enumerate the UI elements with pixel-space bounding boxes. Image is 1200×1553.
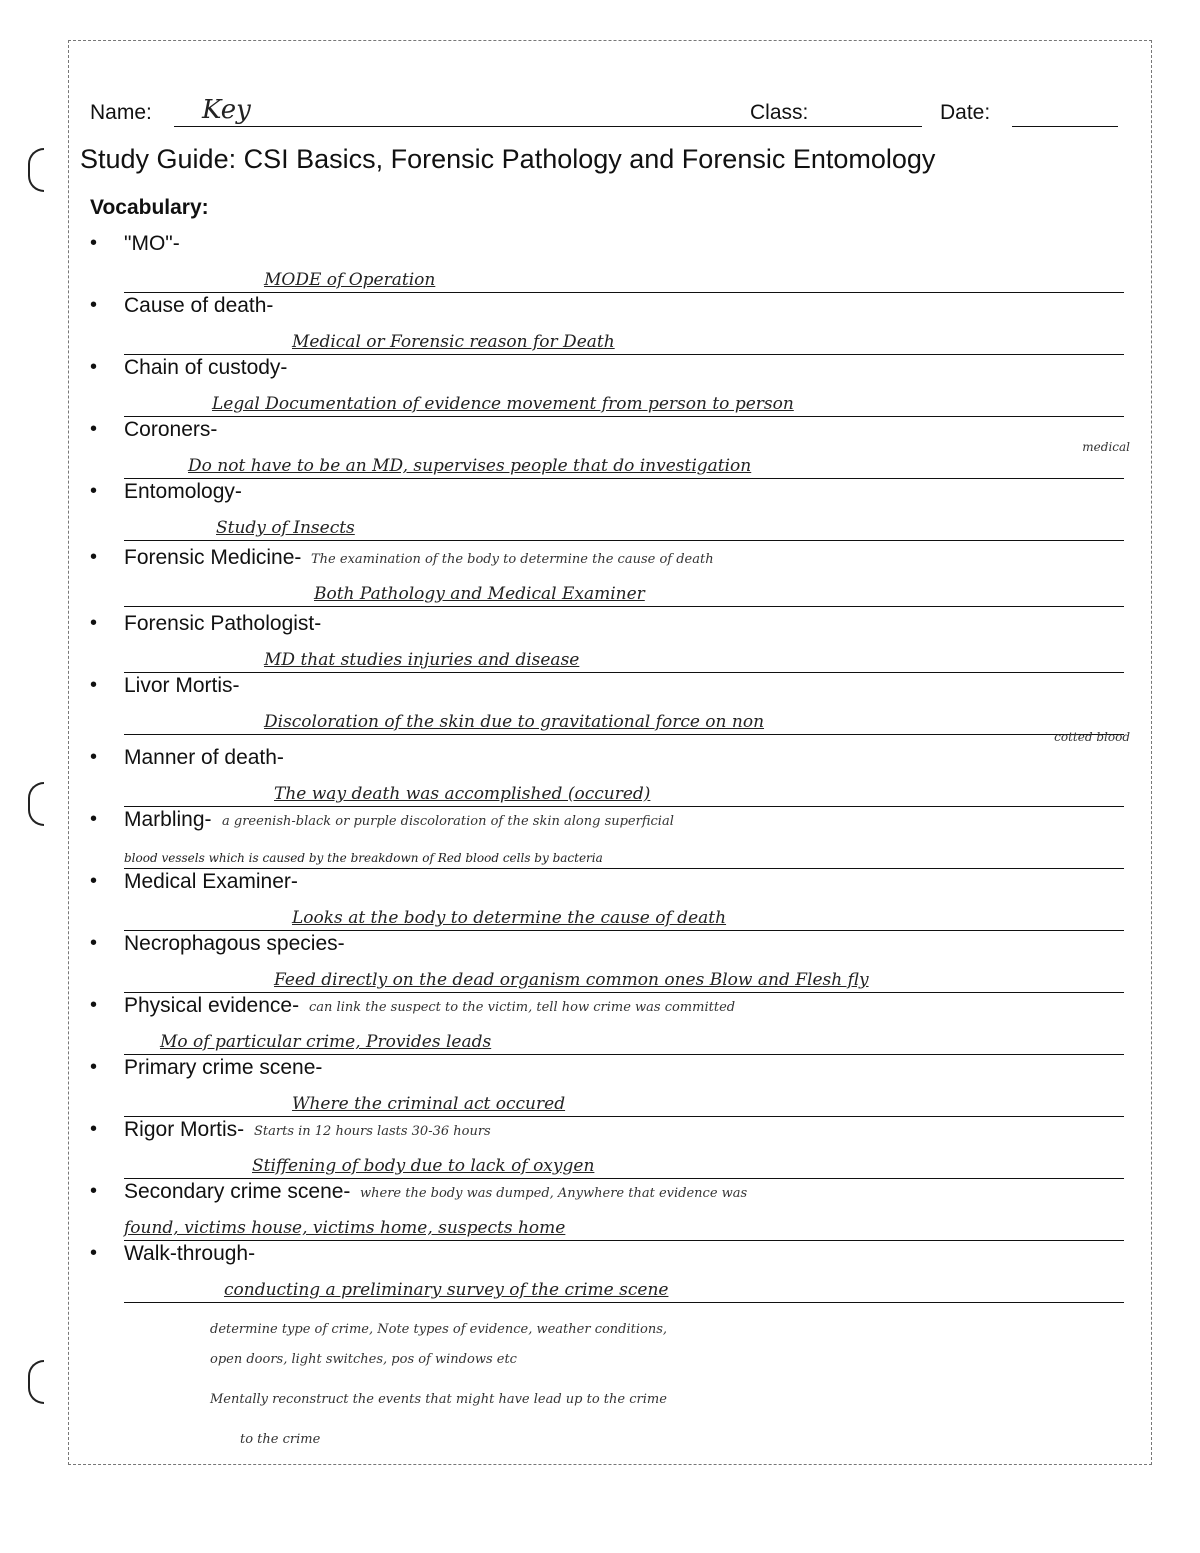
page-title: Study Guide: CSI Basics, Forensic Pathology and Forensic Entomology — [80, 144, 936, 174]
answer-line — [124, 576, 1124, 607]
vocab-entry — [90, 808, 1130, 872]
answer-line — [124, 1210, 1124, 1241]
answer-line — [124, 1024, 1124, 1055]
vocab-term: Forensic Medicine- — [124, 546, 302, 569]
handwritten-answer: The way death was accomplished (occured) — [274, 784, 651, 804]
bullet: • — [90, 1242, 98, 1264]
handwritten-answer: Legal Documentation of evidence movement from person to person — [212, 394, 794, 414]
answer-line — [124, 386, 1124, 417]
vocab-term: Manner of death- — [124, 746, 284, 769]
punch-hole-middle — [28, 782, 44, 826]
answer-line — [124, 448, 1124, 479]
punch-hole-bottom — [28, 1360, 44, 1404]
answer-line — [124, 1148, 1124, 1179]
answer-line — [124, 962, 1124, 993]
answer-line — [124, 510, 1124, 541]
bullet: • — [90, 1056, 98, 1078]
handwritten-line: open doors, light switches, pos of windows etc — [210, 1352, 517, 1367]
vocab-term: Forensic Pathologist- — [124, 612, 322, 635]
date-label: Date: — [940, 101, 991, 124]
vocab-entry — [90, 674, 1130, 744]
bullet: • — [90, 418, 98, 440]
handwritten-answer: found, victims house, victims home, suspects home — [124, 1218, 566, 1238]
vocab-term: Chain of custody- — [124, 356, 288, 379]
vocab-entry — [90, 1056, 1130, 1120]
bullet: • — [90, 232, 98, 254]
handwritten-annotation: cotted blood — [1054, 730, 1130, 744]
bullet: • — [90, 480, 98, 502]
class-line — [830, 126, 922, 127]
name-value: Key — [202, 95, 251, 125]
class-label: Class: — [750, 101, 809, 124]
vocab-entry — [90, 1118, 1130, 1182]
name-label: Name: — [90, 101, 152, 124]
handwritten-answer: blood vessels which is caused by the breakdown of Red blood cells by bacteria — [124, 851, 603, 865]
bullet: • — [90, 546, 98, 568]
handwritten-answer: Stiffening of body due to lack of oxygen — [252, 1156, 595, 1176]
vocab-term: Medical Examiner- — [124, 870, 298, 893]
answer-line — [124, 262, 1124, 293]
bullet: • — [90, 808, 98, 830]
vocab-term: Physical evidence- — [124, 994, 300, 1017]
bullet: • — [90, 746, 98, 768]
vocab-term: "MO"- — [124, 232, 180, 255]
handwritten-note: The examination of the body to determine the cause of death — [311, 552, 714, 567]
date-line — [1012, 126, 1118, 127]
vocab-entry — [90, 232, 1130, 296]
handwritten-line: determine type of crime, Note types of evidence, weather conditions, — [210, 1322, 668, 1337]
bullet: • — [90, 294, 98, 316]
vocab-term: Primary crime scene- — [124, 1056, 323, 1079]
handwritten-note: can link the suspect to the victim, tell how crime was committed — [309, 1000, 736, 1015]
handwritten-line: to the crime — [240, 1432, 321, 1447]
vocab-term: Marbling- — [124, 808, 212, 831]
handwritten-annotation: medical — [1082, 440, 1130, 454]
handwritten-answer: Mo of particular crime, Provides leads — [160, 1032, 492, 1052]
answer-line — [124, 838, 1124, 869]
punch-hole-top — [28, 148, 44, 192]
handwritten-answer: Medical or Forensic reason for Death — [292, 332, 615, 352]
bullet: • — [90, 356, 98, 378]
bullet: • — [90, 932, 98, 954]
handwritten-answer: Do not have to be an MD, supervises people that do investigation — [188, 456, 752, 476]
handwritten-note: Starts in 12 hours lasts 30-36 hours — [254, 1124, 491, 1139]
vocab-term: Livor Mortis- — [124, 674, 240, 697]
answer-line — [124, 324, 1124, 355]
handwritten-answer: Discoloration of the skin due to gravitational force on non — [264, 712, 765, 732]
vocab-entry — [90, 480, 1130, 544]
bullet: • — [90, 1118, 98, 1140]
handwritten-note: a greenish-black or purple discoloration of the skin along superficial — [222, 814, 674, 829]
answer-line — [124, 704, 1124, 735]
bullet: • — [90, 612, 98, 634]
worksheet-header — [90, 95, 1120, 129]
vocab-entry — [90, 1242, 1130, 1306]
vocab-entry — [90, 612, 1130, 676]
vocab-term: Coroners- — [124, 418, 218, 441]
handwritten-answer: Both Pathology and Medical Examiner — [314, 584, 645, 604]
bullet: • — [90, 870, 98, 892]
handwritten-answer: Feed directly on the dead organism common ones Blow and Flesh fly — [274, 970, 869, 990]
handwritten-answer: Study of Insects — [216, 518, 355, 538]
vocab-entry — [90, 932, 1130, 996]
vocab-term: Entomology- — [124, 480, 242, 503]
vocab-term: Secondary crime scene- — [124, 1180, 351, 1203]
vocab-term: Walk-through- — [124, 1242, 256, 1265]
bullet: • — [90, 994, 98, 1016]
vocab-entry — [90, 870, 1130, 934]
handwritten-answer: MODE of Operation — [264, 270, 436, 290]
vocab-entry — [90, 356, 1130, 420]
vocab-entry — [90, 418, 1130, 482]
answer-line — [124, 1086, 1124, 1117]
handwritten-answer: conducting a preliminary survey of the crime scene — [224, 1280, 669, 1300]
vocab-entry — [90, 294, 1130, 358]
answer-line — [124, 1272, 1124, 1303]
vocab-entry — [90, 546, 1130, 610]
answer-line — [124, 900, 1124, 931]
name-line — [174, 126, 830, 127]
answer-line — [124, 776, 1124, 807]
handwritten-answer: Where the criminal act occured — [292, 1094, 566, 1114]
handwritten-note: where the body was dumped, Anywhere that evidence was — [360, 1186, 748, 1201]
handwritten-line: Mentally reconstruct the events that might have lead up to the crime — [210, 1392, 667, 1407]
vocab-entry — [90, 1180, 1130, 1244]
vocab-entry — [90, 746, 1130, 810]
handwritten-answer: MD that studies injuries and disease — [264, 650, 580, 670]
vocab-term: Rigor Mortis- — [124, 1118, 245, 1141]
vocab-entry — [90, 994, 1130, 1058]
bullet: • — [90, 1180, 98, 1202]
vocabulary-heading: Vocabulary: — [90, 196, 209, 219]
answer-line — [124, 642, 1124, 673]
bullet: • — [90, 674, 98, 696]
vocab-term: Necrophagous species- — [124, 932, 345, 955]
vocab-term: Cause of death- — [124, 294, 274, 317]
handwritten-answer: Looks at the body to determine the cause of death — [292, 908, 727, 928]
